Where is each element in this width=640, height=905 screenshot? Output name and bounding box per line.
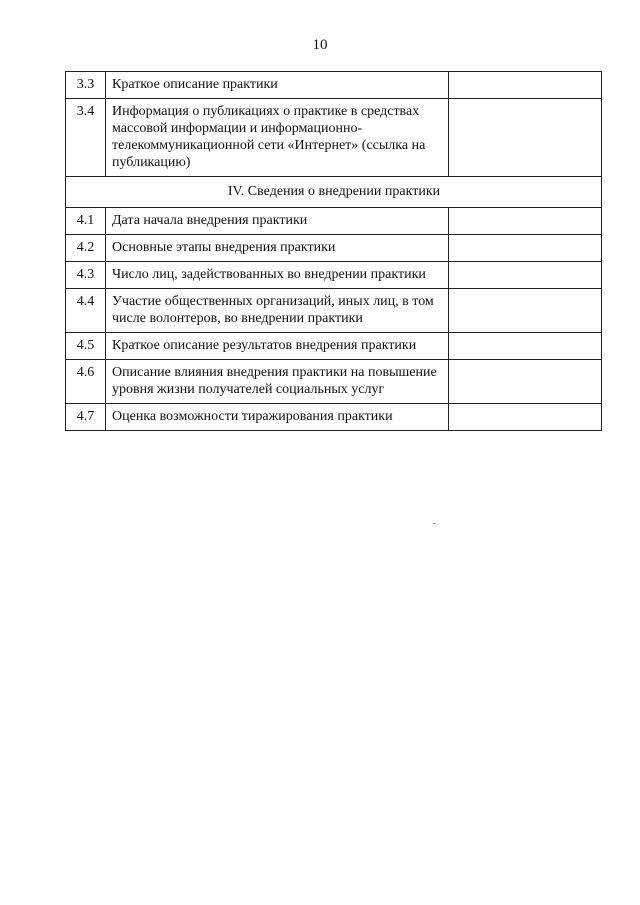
page-number: 10 xyxy=(312,37,328,53)
row-label: Участие общественных организаций, иных лиц, в том числе волонтеров, во внедрении практики xyxy=(106,289,449,333)
row-label: Описание влияния внедрения практики на повышение уровня жизни получателей социальных услуг xyxy=(106,360,449,404)
row-number: 3.3 xyxy=(66,72,106,99)
row-value-cell xyxy=(449,289,602,333)
table-row xyxy=(66,333,602,360)
table-row xyxy=(66,208,602,235)
table-row xyxy=(66,404,602,431)
row-value-cell xyxy=(449,404,602,431)
row-value-cell xyxy=(449,208,602,235)
table-row xyxy=(66,289,602,333)
row-number: 4.6 xyxy=(66,360,106,404)
row-value-cell xyxy=(449,333,602,360)
row-number: 4.3 xyxy=(66,262,106,289)
row-value-cell xyxy=(449,262,602,289)
row-label: Краткое описание практики xyxy=(106,72,449,99)
row-number: 3.4 xyxy=(66,99,106,177)
row-label: Основные этапы внедрения практики xyxy=(106,235,449,262)
row-number: 4.7 xyxy=(66,404,106,431)
row-number: 4.1 xyxy=(66,208,106,235)
table-row xyxy=(66,262,602,289)
row-label: Число лиц, задействованных во внедрении практики xyxy=(106,262,449,289)
row-label: Информация о публикациях о практике в средствах массовой информации и информационно-телекоммуникационной сети «Интернет» (ссылка на публикацию) xyxy=(106,99,449,177)
table-row xyxy=(66,99,602,177)
table-row xyxy=(66,360,602,404)
scan-speck xyxy=(433,523,435,524)
row-value-cell xyxy=(449,72,602,99)
table-row xyxy=(66,72,602,99)
row-value-cell xyxy=(449,360,602,404)
row-number: 4.2 xyxy=(66,235,106,262)
section-heading-row xyxy=(66,177,602,208)
row-label: Дата начала внедрения практики xyxy=(106,208,449,235)
section-heading: IV. Сведения о внедрении практики xyxy=(66,177,602,208)
practice-info-table xyxy=(65,71,602,431)
row-value-cell xyxy=(449,99,602,177)
table-row xyxy=(66,235,602,262)
row-number: 4.5 xyxy=(66,333,106,360)
row-number: 4.4 xyxy=(66,289,106,333)
row-label: Оценка возможности тиражирования практики xyxy=(106,404,449,431)
row-label: Краткое описание результатов внедрения практики xyxy=(106,333,449,360)
row-value-cell xyxy=(449,235,602,262)
